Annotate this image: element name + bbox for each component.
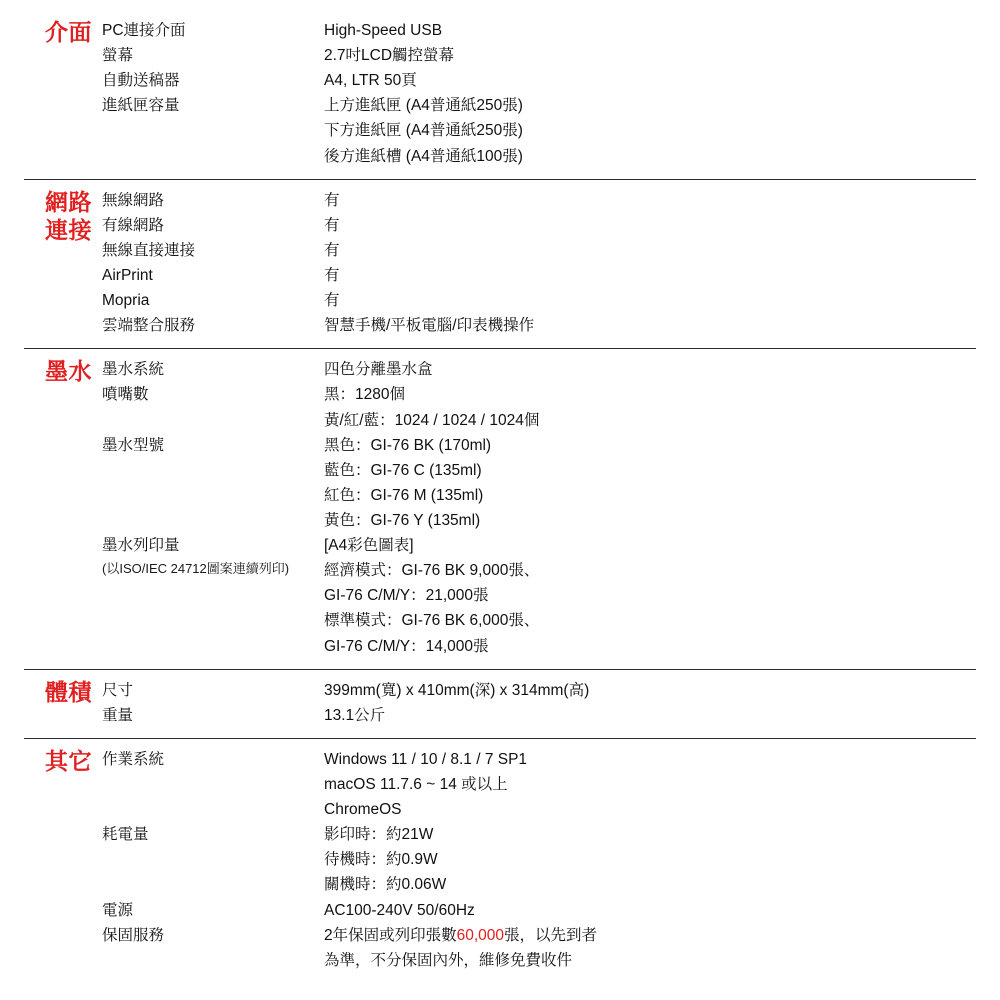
spec-row [102,822,976,897]
spec-label: Mopria [102,292,150,310]
value-line: 四色分離墨水盒 [324,361,433,379]
spec-label: 無線網路 [102,191,165,209]
spec-row [102,288,976,313]
spec-value [324,288,976,313]
spec-value [324,822,976,897]
value-line: 藍色：GI-76 C (135ml) [324,461,482,479]
spec-row [102,213,976,238]
spec-row [102,382,976,432]
spec-row [102,357,976,382]
value-line: 2.7吋LCD觸控螢幕 [324,47,455,65]
category-line: 連接 [45,216,92,243]
spec-row [102,898,976,923]
value-line: 有 [324,216,340,234]
category-line: 網路 [45,188,92,215]
spec-value [324,213,976,238]
spec-row [102,18,976,43]
value-line: GI-76 C/M/Y：21,000張 [324,587,489,605]
value-line: 後方進紙槽 (A4普通紙100張) [324,147,523,165]
value-line: ChromeOS [324,801,402,819]
value-line: 13.1公斤 [324,706,386,724]
spec-section-ink [24,348,976,668]
value-line: macOS 11.7.6 ~ 14 或以上 [324,775,508,793]
spec-value [324,747,976,822]
spec-label: 墨水系統 [102,361,165,379]
spec-label: 有線網路 [102,216,165,234]
spec-value [324,382,976,432]
value-line: Windows 11 / 10 / 8.1 / 7 SP1 [324,750,528,768]
spec-label: 自動送稿器 [102,72,180,90]
section-category-other [24,747,102,775]
spec-row [102,43,976,68]
value-line: 下方進紙匣 (A4普通紙250張) [324,122,523,140]
spec-row [102,678,976,703]
spec-row [102,188,976,213]
spec-label: 保固服務 [102,926,165,944]
spec-label: 墨水列印量 [102,537,180,555]
section-category-network [24,188,102,245]
spec-value [324,433,976,533]
spec-value [324,533,976,558]
spec-value-warranty [324,923,976,973]
spec-row [102,433,976,533]
spec-label: 螢幕 [102,47,134,65]
spec-value [324,43,976,68]
spec-label-note: (以ISO/IEC 24712圖案連續列印) [102,561,290,577]
spec-label: 重量 [102,706,134,724]
spec-label: 噴嘴數 [102,386,149,404]
value-line [324,923,976,948]
spec-value [324,313,976,338]
value-line: 有 [324,292,340,310]
value-line: 黑色：GI-76 BK (170ml) [324,436,492,454]
spec-label: 雲端整合服務 [102,317,196,335]
spec-row-warranty [102,923,976,973]
spec-label: 墨水型號 [102,436,165,454]
value-line: 399mm(寬) x 410mm(深) x 314mm(高) [324,681,590,699]
value-line: AC100-240V 50/60Hz [324,901,475,919]
value-line: 影印時：約21W [324,826,434,844]
category-line: 體積 [45,678,92,705]
spec-row [102,93,976,168]
value-line: High-Speed USB [324,22,443,39]
spec-value [324,357,976,382]
spec-label: 無線直接連接 [102,241,196,259]
spec-section-network [24,179,976,349]
warranty-pages-highlight: 60,000 [456,926,505,944]
spec-label: AirPrint [102,266,153,284]
warranty-text-b: 張，以先到者 [504,926,598,944]
value-line: A4, LTR 50頁 [324,72,417,90]
spec-section-other [24,738,976,983]
spec-row [102,313,976,338]
spec-label: 電源 [102,901,134,919]
spec-label: 進紙匣容量 [102,97,180,115]
spec-value [324,18,976,43]
spec-row [102,238,976,263]
value-line: 有 [324,241,340,259]
spec-value [324,93,976,168]
value-line: 智慧手機/平板電腦/印表機操作 [324,317,535,335]
section-category-interface [24,18,102,46]
category-line: 墨水 [45,358,92,385]
spec-label: 尺寸 [102,681,134,699]
spec-section-interface [24,10,976,179]
value-line: 為準，不分保固內外，維修免費收件 [324,951,573,969]
section-category-ink [24,357,102,385]
section-rows [102,18,976,169]
value-line: 紅色：GI-76 M (135ml) [324,486,484,504]
value-line: GI-76 C/M/Y：14,000張 [324,637,489,655]
value-line: 標準模式：GI-76 BK 6,000張、 [324,612,540,630]
spec-value [324,703,976,728]
spec-row [102,533,976,558]
spec-label: 作業系統 [102,750,165,768]
spec-label: PC連接介面 [102,22,186,39]
spec-value [324,678,976,703]
category-line: 介面 [45,19,92,45]
value-line: 有 [324,266,340,284]
spec-value [324,68,976,93]
section-rows [102,747,976,973]
spec-value [324,558,976,658]
spec-value [324,898,976,923]
spec-row [102,558,976,658]
spec-row [102,263,976,288]
value-line: 經濟模式：GI-76 BK 9,000張、 [324,562,540,580]
value-line: 關機時：約0.06W [324,876,447,894]
value-line: 黃/紅/藍：1024 / 1024 / 1024個 [324,411,540,429]
spec-value [324,263,976,288]
spec-label: 耗電量 [102,826,149,844]
spec-value [324,238,976,263]
section-category-dimensions [24,678,102,706]
spec-row [102,68,976,93]
value-line: 黃色：GI-76 Y (135ml) [324,511,481,529]
section-rows [102,357,976,658]
value-line: 上方進紙匣 (A4普通紙250張) [324,97,523,115]
spec-row [102,747,976,822]
warranty-text-a: 2年保固或列印張數 [324,926,457,944]
spec-value [324,188,976,213]
category-line: 其它 [45,747,92,774]
value-line: 有 [324,191,340,209]
spec-section-dimensions [24,669,976,738]
value-line: [A4彩色圖表] [324,537,414,555]
value-line: 黑：1280個 [324,386,405,404]
section-rows [102,188,976,339]
value-line: 待機時：約0.9W [324,851,438,869]
section-rows [102,678,976,728]
spec-row [102,703,976,728]
